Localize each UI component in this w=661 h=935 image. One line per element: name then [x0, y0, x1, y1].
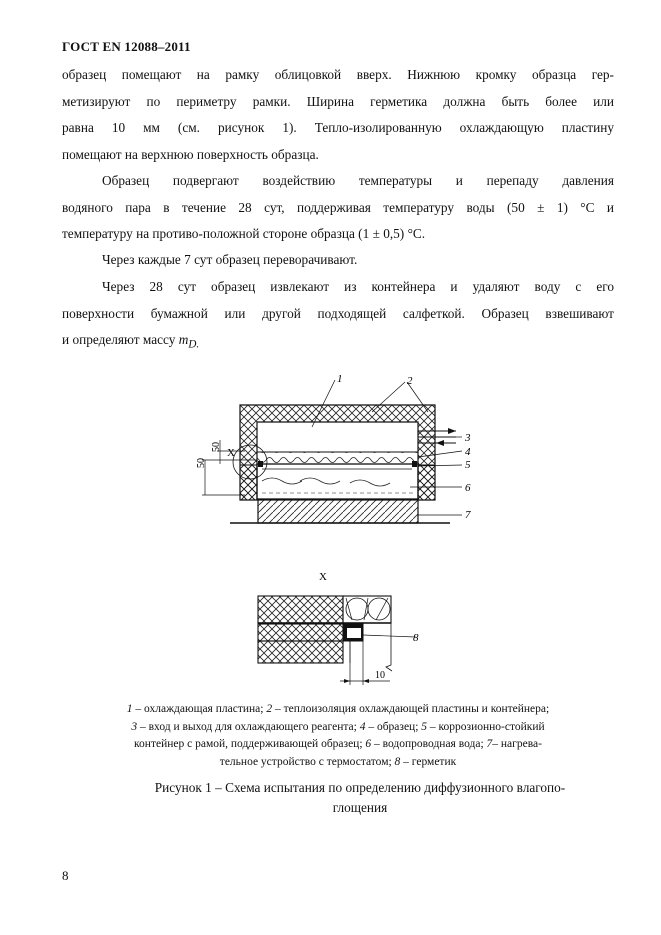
- text-line: Образец подвергают воздействию температуры и перепаду давления: [102, 173, 614, 188]
- label-6: 6: [465, 482, 471, 494]
- legend-number: 4: [359, 720, 366, 733]
- text-line: Через каждые 7 сут образец переворачивают.: [102, 252, 358, 267]
- text-line: поверхности бумажной или другой подходящей салфеткой. Образец взвешивают: [62, 305, 614, 321]
- sealant-left: [258, 461, 263, 467]
- legend-number: 5: [421, 720, 428, 733]
- legend-number: 3: [131, 720, 138, 733]
- detail-x-drawing: [258, 596, 419, 685]
- figure-legend: [62, 701, 614, 771]
- legend-number: 8: [394, 755, 401, 768]
- cooling-plate: [257, 422, 418, 452]
- mass-subscript: D.: [188, 338, 200, 351]
- legend-text: – герметик: [400, 755, 457, 768]
- legend-number: 6: [365, 738, 372, 750]
- legend-text: – вход и выход для охлаждающего реагента;: [137, 720, 360, 733]
- paragraph-1: [62, 62, 614, 168]
- detail-title: X: [319, 571, 327, 583]
- legend-text: – коррозионно-стойкий: [427, 720, 545, 733]
- test-scheme-figure: [0, 365, 661, 685]
- legend-text: контейнер с рамой, поддерживающей образец;: [134, 738, 366, 750]
- label-4: 4: [465, 446, 471, 458]
- text-fragment: и определяют массу: [62, 332, 179, 347]
- figure-title-line-1: Рисунок 1 – Схема испытания по определению диффузионного влагопо-: [154, 780, 566, 795]
- label-3: 3: [465, 432, 471, 444]
- legend-line-1: [62, 701, 614, 719]
- legend-number: 7: [486, 738, 493, 750]
- legend-text: – охлаждающая пластина;: [132, 703, 267, 715]
- paragraph-2: [62, 168, 614, 248]
- label-7: 7: [465, 509, 471, 521]
- legend-line-2: [62, 719, 614, 737]
- document-header: ГОСТ EN 12088–2011: [62, 39, 191, 54]
- dim-50-left: 50: [196, 458, 207, 468]
- figure-title: [100, 778, 620, 818]
- leaders: [312, 380, 462, 515]
- water: [262, 478, 414, 493]
- dim-50-right: 50: [211, 442, 222, 452]
- sample: [257, 452, 418, 464]
- legend-text: – нагрева-: [492, 738, 542, 750]
- text-line: метизируют по периметру рамки. Ширина герметика должна быть более или: [62, 93, 614, 109]
- legend-number: 1: [126, 703, 133, 715]
- text-line: помещают на верхнюю поверхность образца.: [62, 146, 319, 162]
- text-line: Через 28 сут образец извлекают из контейнера и удаляют воду с его: [102, 279, 614, 294]
- label-1: 1: [337, 373, 343, 385]
- text-line: равна 10 мм (см. рисунок 1). Тепло-изолированную охлаждающую пластину: [62, 120, 614, 135]
- sealant-right: [412, 461, 417, 467]
- paragraph-3: [62, 247, 614, 274]
- detail-x-mark: X: [227, 447, 235, 459]
- mass-variable: m: [178, 332, 189, 347]
- text-line: температуру на противо-положной стороне образца (1 ± 0,5) °С.: [62, 226, 426, 241]
- legend-number: 2: [266, 703, 273, 715]
- paragraph-4: [62, 274, 614, 358]
- label-2: 2: [407, 375, 413, 387]
- legend-text: тельное устройство с термостатом;: [219, 755, 395, 768]
- figure-title-line-2: глощения: [332, 800, 388, 815]
- legend-line-4: [62, 754, 614, 772]
- text-line: [62, 327, 614, 358]
- legend-text: – теплоизоляция охлаждающей пластины и контейнера;: [272, 703, 550, 715]
- legend-text: – водопроводная вода;: [371, 738, 487, 750]
- text-line: водяного пара в течение 28 сут, поддерживая температуру воды (50 ± 1) °С и: [62, 199, 614, 215]
- dim-10: 10: [375, 670, 385, 681]
- legend-line-3: [62, 736, 614, 754]
- label-5: 5: [465, 459, 471, 471]
- page-number: 8: [62, 868, 69, 883]
- label-8: 8: [413, 632, 419, 644]
- text-line: образец помещают на рамку облицовкой вверх. Нижнюю кромку образца гер-: [62, 67, 614, 82]
- heater: [258, 500, 418, 523]
- legend-text: – образец;: [365, 720, 422, 733]
